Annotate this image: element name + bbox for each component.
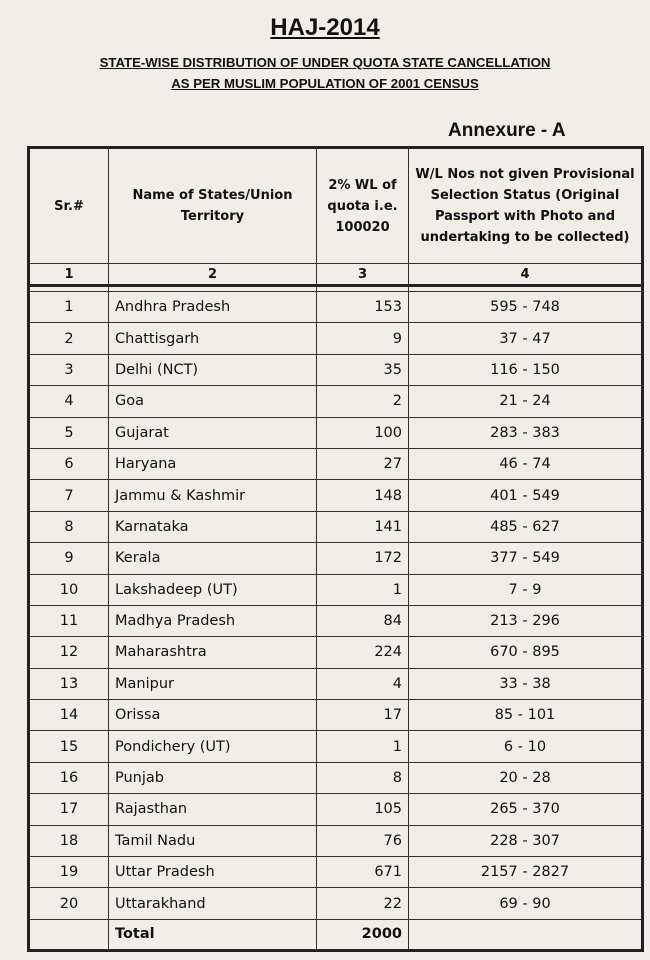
cell-state-name: Tamil Nadu (109, 825, 317, 856)
table-row (29, 700, 643, 731)
cell-state-name: Rajasthan (109, 794, 317, 825)
cell-state-name: Andhra Pradesh (109, 292, 317, 323)
cell-sr-number: 13 (29, 668, 109, 699)
header-range: W/L Nos not given Provisional Selection Status (Original Passport with Photo and undertaking to be collected) (409, 148, 643, 264)
column-number-row (29, 264, 643, 286)
cell-state-name: Orissa (109, 700, 317, 731)
cell-wl-range: 20 - 28 (409, 762, 643, 793)
cell-quota: 172 (317, 543, 409, 574)
cell-quota: 27 (317, 448, 409, 479)
header-name: Name of States/Union Territory (109, 148, 317, 264)
cell-sr-number: 14 (29, 700, 109, 731)
cell-state-name: Madhya Pradesh (109, 605, 317, 636)
cell-wl-range: 377 - 549 (409, 543, 643, 574)
cell-state-name: Kerala (109, 543, 317, 574)
table-row (29, 543, 643, 574)
table-row (29, 511, 643, 542)
table-row (29, 292, 643, 323)
cell-sr-number: 16 (29, 762, 109, 793)
cell-sr-number: 4 (29, 386, 109, 417)
cell-state-name: Delhi (NCT) (109, 354, 317, 385)
cell-wl-range: 265 - 370 (409, 794, 643, 825)
cell-wl-range: 37 - 47 (409, 323, 643, 354)
cell-quota: 22 (317, 888, 409, 919)
cell-wl-range: 33 - 38 (409, 668, 643, 699)
column-number: 2 (109, 264, 317, 286)
cell-quota: 148 (317, 480, 409, 511)
table-row (29, 762, 643, 793)
table-row (29, 794, 643, 825)
table-row (29, 731, 643, 762)
cell-state-name: Manipur (109, 668, 317, 699)
total-row (29, 919, 643, 950)
cell-quota: 9 (317, 323, 409, 354)
cell-sr-number: 10 (29, 574, 109, 605)
column-number: 4 (409, 264, 643, 286)
cell-quota: 2 (317, 386, 409, 417)
total-empty-cell (409, 919, 643, 950)
quota-table (27, 146, 644, 952)
cell-state-name: Maharashtra (109, 637, 317, 668)
cell-sr-number: 3 (29, 354, 109, 385)
table-row (29, 857, 643, 888)
cell-quota: 35 (317, 354, 409, 385)
cell-quota: 8 (317, 762, 409, 793)
cell-wl-range: 69 - 90 (409, 888, 643, 919)
total-value: 2000 (317, 919, 409, 950)
table-row (29, 825, 643, 856)
cell-sr-number: 8 (29, 511, 109, 542)
table-row (29, 668, 643, 699)
column-number: 3 (317, 264, 409, 286)
column-number: 1 (29, 264, 109, 286)
cell-sr-number: 1 (29, 292, 109, 323)
cell-wl-range: 213 - 296 (409, 605, 643, 636)
document-title: HAJ-2014 (270, 14, 380, 41)
table-row (29, 888, 643, 919)
cell-quota: 1 (317, 731, 409, 762)
cell-wl-range: 6 - 10 (409, 731, 643, 762)
cell-sr-number: 7 (29, 480, 109, 511)
cell-sr-number: 17 (29, 794, 109, 825)
cell-wl-range: 401 - 549 (409, 480, 643, 511)
cell-sr-number: 19 (29, 857, 109, 888)
cell-wl-range: 85 - 101 (409, 700, 643, 731)
cell-state-name: Pondichery (UT) (109, 731, 317, 762)
header-quota: 2% WL of quota i.e. 100020 (317, 148, 409, 264)
cell-sr-number: 5 (29, 417, 109, 448)
cell-wl-range: 2157 - 2827 (409, 857, 643, 888)
cell-wl-range: 283 - 383 (409, 417, 643, 448)
cell-quota: 671 (317, 857, 409, 888)
total-empty-cell (29, 919, 109, 950)
cell-quota: 84 (317, 605, 409, 636)
cell-sr-number: 9 (29, 543, 109, 574)
cell-sr-number: 6 (29, 448, 109, 479)
cell-state-name: Goa (109, 386, 317, 417)
cell-state-name: Chattisgarh (109, 323, 317, 354)
cell-quota: 141 (317, 511, 409, 542)
table-row (29, 386, 643, 417)
cell-quota: 17 (317, 700, 409, 731)
cell-state-name: Haryana (109, 448, 317, 479)
cell-quota: 4 (317, 668, 409, 699)
table-row (29, 574, 643, 605)
cell-quota: 100 (317, 417, 409, 448)
cell-wl-range: 116 - 150 (409, 354, 643, 385)
cell-wl-range: 46 - 74 (409, 448, 643, 479)
cell-wl-range: 670 - 895 (409, 637, 643, 668)
cell-sr-number: 20 (29, 888, 109, 919)
cell-wl-range: 21 - 24 (409, 386, 643, 417)
cell-sr-number: 18 (29, 825, 109, 856)
cell-state-name: Karnataka (109, 511, 317, 542)
cell-quota: 105 (317, 794, 409, 825)
table-row (29, 417, 643, 448)
cell-state-name: Lakshadeep (UT) (109, 574, 317, 605)
document-subtitle-line2: AS PER MUSLIM POPULATION OF 2001 CENSUS (171, 76, 479, 91)
cell-quota: 224 (317, 637, 409, 668)
cell-quota: 153 (317, 292, 409, 323)
table-row (29, 637, 643, 668)
table-row (29, 354, 643, 385)
header-sr: Sr.# (29, 148, 109, 264)
cell-state-name: Gujarat (109, 417, 317, 448)
cell-state-name: Uttar Pradesh (109, 857, 317, 888)
annexure-label: Annexure - A (448, 120, 566, 141)
table-row (29, 448, 643, 479)
cell-state-name: Uttarakhand (109, 888, 317, 919)
cell-wl-range: 7 - 9 (409, 574, 643, 605)
table-header-row (29, 148, 643, 264)
table-row (29, 323, 643, 354)
cell-quota: 76 (317, 825, 409, 856)
cell-quota: 1 (317, 574, 409, 605)
cell-wl-range: 228 - 307 (409, 825, 643, 856)
cell-wl-range: 595 - 748 (409, 292, 643, 323)
cell-state-name: Jammu & Kashmir (109, 480, 317, 511)
cell-sr-number: 2 (29, 323, 109, 354)
cell-sr-number: 12 (29, 637, 109, 668)
cell-sr-number: 15 (29, 731, 109, 762)
table-row (29, 605, 643, 636)
cell-sr-number: 11 (29, 605, 109, 636)
table-row (29, 480, 643, 511)
cell-state-name: Punjab (109, 762, 317, 793)
document-subtitle-line1: STATE-WISE DISTRIBUTION OF UNDER QUOTA STATE CANCELLATION (99, 55, 551, 70)
total-label: Total (109, 919, 317, 950)
cell-wl-range: 485 - 627 (409, 511, 643, 542)
